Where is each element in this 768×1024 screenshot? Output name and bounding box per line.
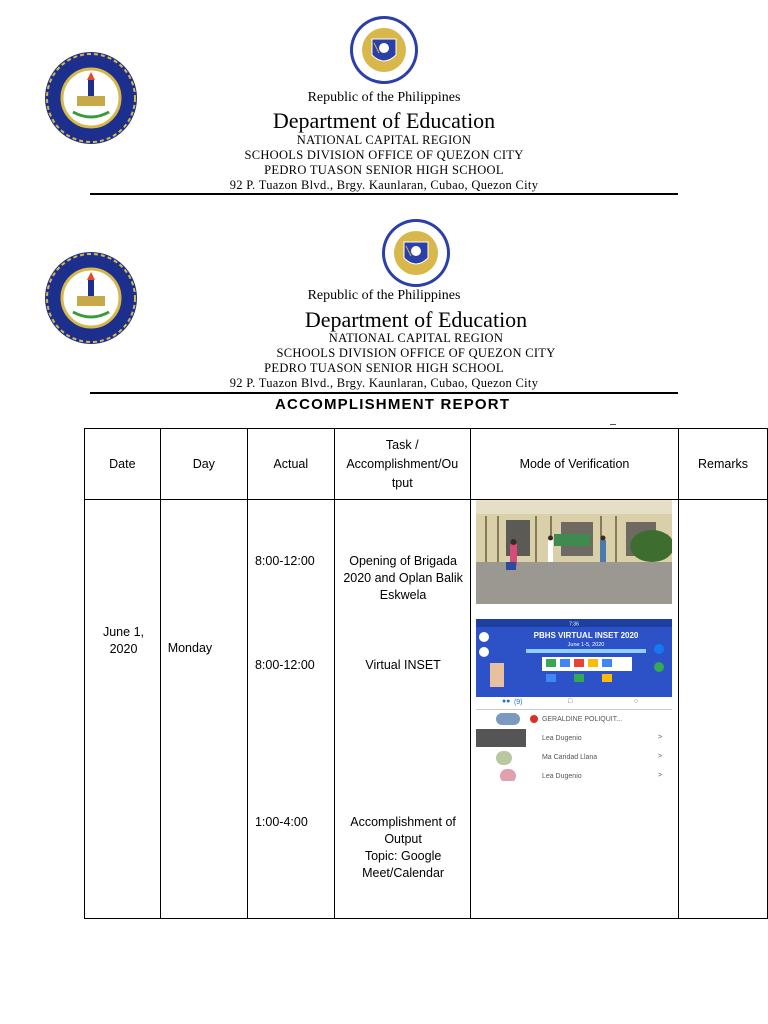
department-title-2: Department of Education: [304, 307, 528, 332]
cell-task: [334, 500, 470, 919]
address-line: 92 P. Tuazon Blvd., Brgy. Kaunlaran, Cubao, Quezon City: [229, 178, 539, 192]
col-task-line3: tput: [391, 475, 413, 490]
republic-line: Republic of the Philippines: [307, 90, 461, 105]
chevron-right-icon[interactable]: >: [657, 753, 663, 760]
header-rule-2: [90, 392, 678, 394]
task-1-line3: Eskwela: [379, 588, 427, 602]
col-date: Date: [85, 429, 161, 500]
date-line2: 2020: [109, 642, 138, 656]
cell-date: [85, 500, 161, 919]
col-actual: Actual: [247, 429, 334, 500]
day-value: Monday: [167, 641, 213, 655]
cell-day: [160, 500, 247, 919]
school-line: PEDRO TUASON SENIOR HIGH SCHOOL: [264, 163, 504, 177]
participants-tab[interactable]: (9): [513, 699, 523, 706]
participant-row: [476, 710, 672, 728]
virtual-inset-screenshot: [476, 619, 672, 781]
task-3-line4: Meet/Calendar: [362, 866, 445, 880]
participant-name: GERALDINE POLIQUIT...: [541, 716, 623, 723]
region-line: NATIONAL CAPITAL REGION: [296, 133, 472, 147]
brigada-photo: [476, 500, 672, 604]
republic-line-2: Republic of the Philippines: [307, 288, 461, 303]
avatar: [496, 713, 520, 725]
table-row: [85, 500, 768, 919]
task-3-line1: Accomplishment of: [350, 815, 456, 829]
participant-name: Lea Dugenio: [541, 773, 582, 780]
col-task-line2: Accomplishment/Ou: [346, 456, 459, 471]
time-1: 8:00-12:00: [254, 554, 315, 568]
info-icon[interactable]: ○: [633, 698, 639, 705]
department-title: Department of Education: [272, 108, 496, 133]
col-mode-of-verification: Mode of Verification: [470, 429, 678, 500]
division-line-2: SCHOOLS DIVISION OFFICE OF QUEZON CITY: [276, 346, 556, 360]
cell-remarks: [679, 500, 768, 919]
participant-row: [476, 748, 672, 766]
mic-muted-icon: [530, 715, 538, 723]
col-task-line1: Task /: [385, 437, 419, 452]
status-time: 7:36: [569, 621, 579, 628]
report-title: ACCOMPLISHMENT REPORT: [275, 396, 511, 413]
deped-seal-second: [381, 218, 451, 288]
date-line1: June 1,: [102, 625, 144, 639]
participant-name: Ma Caridad Llana: [541, 754, 598, 761]
task-1-line1: Opening of Brigada: [349, 554, 457, 568]
task-1-line2: 2020 and Oplan Balik: [343, 571, 463, 585]
people-icon: ●●: [501, 698, 511, 705]
participant-row: [476, 729, 672, 747]
table-header-row: [85, 429, 768, 500]
time-3: 1:00-4:00: [254, 815, 308, 829]
chat-icon[interactable]: □: [567, 698, 573, 705]
participant-row: [476, 767, 672, 781]
school-line-2: PEDRO TUASON SENIOR HIGH SCHOOL: [264, 361, 504, 375]
accomplishment-table: [84, 428, 768, 919]
region-line-2: NATIONAL CAPITAL REGION: [328, 331, 504, 345]
stray-mark: [610, 424, 616, 425]
chevron-right-icon[interactable]: >: [657, 734, 663, 741]
col-day: Day: [160, 429, 247, 500]
header-rule: [90, 193, 678, 195]
participant-name: Lea Dugenio: [541, 735, 582, 742]
address-line-2: 92 P. Tuazon Blvd., Brgy. Kaunlaran, Cubao, Quezon City: [229, 376, 539, 390]
task-3-line2: Output: [384, 832, 422, 846]
task-3-line3: Topic: Google: [364, 849, 442, 863]
task-2: Virtual INSET: [365, 658, 441, 672]
avatar: [496, 751, 512, 765]
col-task: [334, 429, 470, 500]
time-2: 8:00-12:00: [254, 658, 315, 672]
deped-seal-top: [349, 15, 419, 85]
avatar: [476, 729, 526, 747]
cell-mode-of-verification: [470, 500, 678, 919]
chevron-right-icon[interactable]: >: [657, 772, 663, 779]
cell-actual: [247, 500, 334, 919]
avatar: [500, 769, 516, 781]
banner-title: PBHS VIRTUAL INSET 2020: [533, 631, 639, 640]
banner-date: June 1-5, 2020: [567, 642, 605, 648]
col-remarks: Remarks: [679, 429, 768, 500]
division-line: SCHOOLS DIVISION OFFICE OF QUEZON CITY: [244, 148, 524, 162]
